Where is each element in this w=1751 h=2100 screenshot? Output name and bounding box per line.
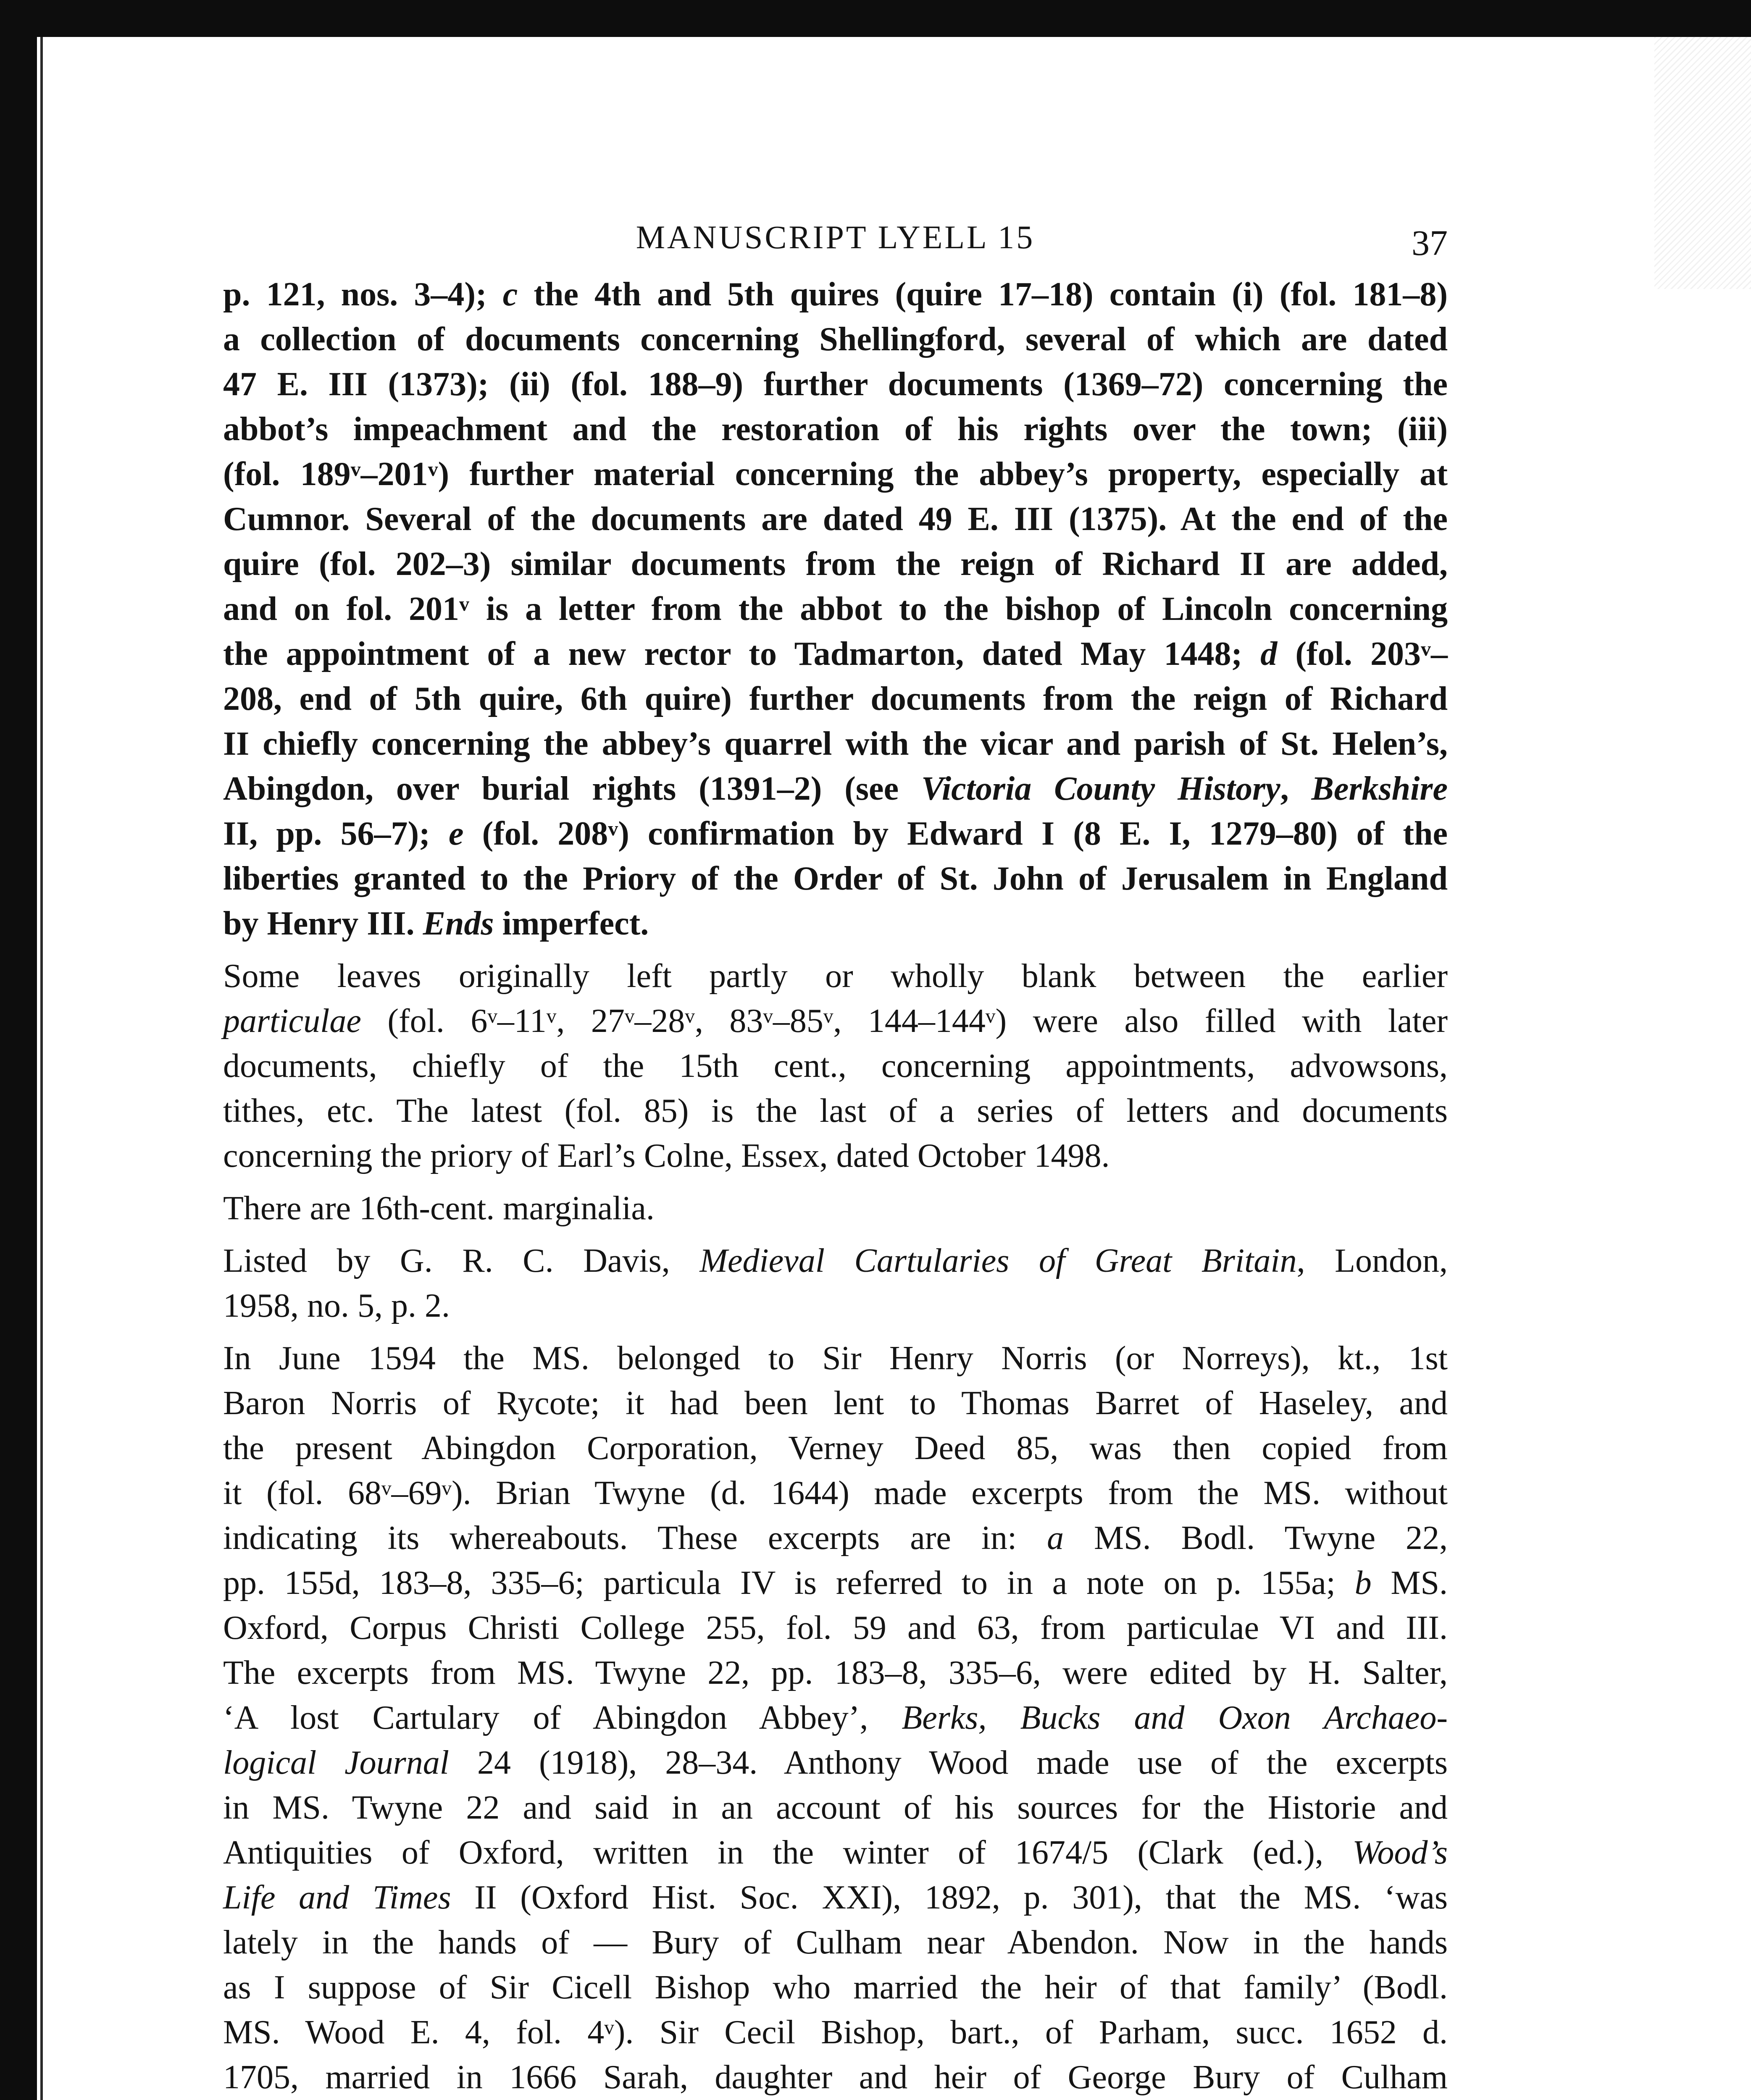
text-line xyxy=(223,1696,1448,1740)
text-line xyxy=(223,362,1448,407)
text-line xyxy=(223,1920,1448,1965)
text-segment: II chiefly concerning the abbey’s quarrel with the vicar and parish of St. Helen’s, xyxy=(223,725,1448,762)
text-line xyxy=(223,766,1448,811)
text-line xyxy=(223,542,1448,587)
text-segment: 208, end of 5th quire, 6th quire) further documents from the reign of Richard xyxy=(223,680,1448,717)
text-line xyxy=(223,2010,1448,2055)
text-segment: , London, xyxy=(1296,1242,1448,1279)
text-segment: Oxford, Corpus Christi College 255, fol. 59 and 63, from particulae VI and III. xyxy=(223,1609,1448,1646)
text-line xyxy=(223,1516,1448,1561)
text-segment: (fol. 6ᵛ–11ᵛ, 27ᵛ–28ᵛ, 83ᵛ–85ᵛ, 144–144ᵛ) were also filled with later xyxy=(361,1003,1448,1040)
text-line xyxy=(223,1089,1448,1134)
text-segment: tithes, etc. The latest (fol. 85) is the last of a series of letters and documents xyxy=(223,1092,1448,1129)
italic-segment: Life and Times xyxy=(223,1879,451,1916)
body-text xyxy=(223,272,1448,2100)
text-segment: as I suppose of Sir Cicell Bishop who married the heir of that family’ (Bodl. xyxy=(223,1969,1448,2006)
text-line xyxy=(223,1830,1448,1875)
text-segment: In June 1594 the MS. belonged to Sir Henry Norris (or Norreys), kt., 1st xyxy=(223,1340,1448,1377)
text-line xyxy=(223,1426,1448,1471)
text-segment: Cumnor. Several of the documents are dated 49 E. III (1375). At the end of the xyxy=(223,501,1448,538)
italic-segment: particulae xyxy=(223,1003,361,1040)
text-segment: pp. 155d, 183–8, 335–6; particula IV is referred to in a note on p. 155a; xyxy=(223,1564,1355,1601)
italic-segment: Berks, Bucks and Oxon Archaeo- xyxy=(902,1699,1448,1736)
text-line xyxy=(223,632,1448,677)
scan-margin-rule xyxy=(40,37,43,2100)
text-segment: the appointment of a new rector to Tadmarton, dated May 1448; xyxy=(223,635,1261,672)
italic-segment: b xyxy=(1354,1564,1372,1601)
running-title: MANUSCRIPT LYELL 15 xyxy=(636,219,1035,255)
italic-segment: Victoria County History xyxy=(921,770,1280,807)
text-segment: imperfect. xyxy=(494,905,649,942)
text-segment: 47 E. III (1373); (ii) (fol. 188–9) further documents (1369–72) concerning the xyxy=(223,366,1448,403)
text-segment: MS. Bodl. Twyne 22, xyxy=(1064,1520,1448,1557)
text-segment: the present Abingdon Corporation, Verney Deed 85, was then copied from xyxy=(223,1430,1448,1467)
text-line xyxy=(223,811,1448,856)
text-line xyxy=(223,1336,1448,1381)
text-segment: 1958, no. 5, p. 2. xyxy=(223,1287,450,1324)
text-segment: by Henry III. xyxy=(223,905,423,942)
text-segment: (fol. 203ᵛ– xyxy=(1277,635,1448,672)
text-line xyxy=(223,1875,1448,1920)
text-segment: MS. Wood E. 4, fol. 4ᵛ). Sir Cecil Bishop, bart., of Parham, succ. 1652 d. xyxy=(223,2014,1448,2051)
text-line xyxy=(223,1785,1448,1830)
page-header xyxy=(223,210,1448,273)
italic-segment: Ends xyxy=(423,905,494,942)
italic-segment: c xyxy=(502,276,518,313)
text-line xyxy=(223,1044,1448,1089)
text-segment: it (fol. 68ᵛ–69ᵛ). Brian Twyne (d. 1644) made excerpts from the MS. without xyxy=(223,1475,1448,1512)
text-segment: Listed by G. R. C. Davis, xyxy=(223,1242,700,1279)
text-segment: lately in the hands of — Bury of Culham near Abendon. Now in the hands xyxy=(223,1924,1448,1961)
text-line xyxy=(223,2055,1448,2100)
text-line xyxy=(223,1381,1448,1426)
text-segment: 24 (1918), 28–34. Anthony Wood made use of the excerpts xyxy=(449,1744,1448,1781)
italic-segment: Berkshire xyxy=(1311,770,1448,807)
italic-segment: Wood’s xyxy=(1352,1834,1448,1871)
text-line xyxy=(223,999,1448,1044)
text-line xyxy=(223,856,1448,901)
page-number: 37 xyxy=(1412,223,1448,263)
text-line xyxy=(223,1651,1448,1696)
text-line xyxy=(223,1561,1448,1606)
text-segment: MS. xyxy=(1371,1564,1448,1601)
scan-top-edge xyxy=(0,0,1751,37)
text-line xyxy=(223,722,1448,766)
text-line xyxy=(223,1606,1448,1651)
scan-left-edge xyxy=(0,0,37,2100)
text-segment: II, pp. 56–7); xyxy=(223,815,449,852)
italic-segment: Medieval Cartularies of Great Britain xyxy=(699,1242,1297,1279)
text-segment: a collection of documents concerning Shellingford, several of which are dated xyxy=(223,321,1448,358)
text-line xyxy=(223,677,1448,722)
text-line xyxy=(223,1471,1448,1516)
italic-segment: logical Journal xyxy=(223,1744,450,1781)
text-segment: 1705, married in 1666 Sarah, daughter and heir of George Bury of Culham xyxy=(223,2059,1448,2096)
text-segment: Antiquities of Oxford, written in the winter of 1674/5 (Clark (ed.), xyxy=(223,1834,1353,1871)
text-segment: liberties granted to the Priory of the Order of St. John of Jerusalem in England xyxy=(223,860,1448,897)
text-line xyxy=(223,901,1448,946)
text-line xyxy=(223,1134,1448,1179)
text-line xyxy=(223,272,1448,317)
text-line xyxy=(223,1186,1448,1231)
paragraph xyxy=(223,1186,1448,1231)
text-segment: Baron Norris of Rycote; it had been lent to Thomas Barret of Haseley, and xyxy=(223,1385,1448,1422)
text-segment: in MS. Twyne 22 and said in an account of his sources for the Historie and xyxy=(223,1789,1448,1826)
text-line xyxy=(223,407,1448,452)
text-segment: The excerpts from MS. Twyne 22, pp. 183–8, 335–6, were edited by H. Salter, xyxy=(223,1654,1448,1691)
text-segment: Abingdon, over burial rights (1391–2) (see xyxy=(223,770,921,807)
text-line xyxy=(223,452,1448,497)
text-segment: documents, chiefly of the 15th cent., concerning appointments, advowsons, xyxy=(223,1047,1448,1084)
text-line xyxy=(223,1239,1448,1284)
text-line xyxy=(223,317,1448,362)
text-segment: p. 121, nos. 3–4); xyxy=(223,276,503,313)
text-line xyxy=(223,587,1448,632)
text-segment: indicating its whereabouts. These excerpts are in: xyxy=(223,1520,1047,1557)
text-segment: There are 16th-cent. marginalia. xyxy=(223,1190,655,1227)
paragraph xyxy=(223,954,1448,1179)
italic-segment: d xyxy=(1260,635,1278,672)
text-line xyxy=(223,1965,1448,2010)
text-segment: and on fol. 201ᵛ is a letter from the abbot to the bishop of Lincoln concerning xyxy=(223,591,1448,627)
text-segment: (fol. 189ᵛ–201ᵛ) further material concerning the abbey’s property, especially at xyxy=(223,456,1448,493)
scan-noise-top-right xyxy=(1654,37,1751,289)
text-segment: , xyxy=(1280,770,1312,807)
text-segment: (fol. 208ᵛ) confirmation by Edward I (8 E. I, 1279–80) of the xyxy=(463,815,1448,852)
text-line xyxy=(223,1284,1448,1328)
paragraph xyxy=(223,1239,1448,1328)
text-segment: Some leaves originally left partly or wholly blank between the earlier xyxy=(223,958,1448,995)
text-line xyxy=(223,954,1448,999)
text-segment: concerning the priory of Earl’s Colne, Essex, dated October 1498. xyxy=(223,1137,1110,1174)
text-segment: the 4th and 5th quires (quire 17–18) contain (i) (fol. 181–8) xyxy=(518,276,1448,313)
italic-segment: a xyxy=(1047,1520,1064,1557)
italic-segment: e xyxy=(448,815,464,852)
text-segment: II (Oxford Hist. Soc. XXI), 1892, p. 301), that the MS. ‘was xyxy=(451,1879,1448,1916)
text-segment: quire (fol. 202–3) similar documents from the reign of Richard II are added, xyxy=(223,546,1448,583)
text-segment: abbot’s impeachment and the restoration of his rights over the town; (iii) xyxy=(223,411,1448,448)
paragraph xyxy=(223,272,1448,946)
paragraph xyxy=(223,1336,1448,2100)
text-line xyxy=(223,1740,1448,1785)
text-segment: ‘A lost Cartulary of Abingdon Abbey’, xyxy=(223,1699,902,1736)
text-line xyxy=(223,497,1448,542)
